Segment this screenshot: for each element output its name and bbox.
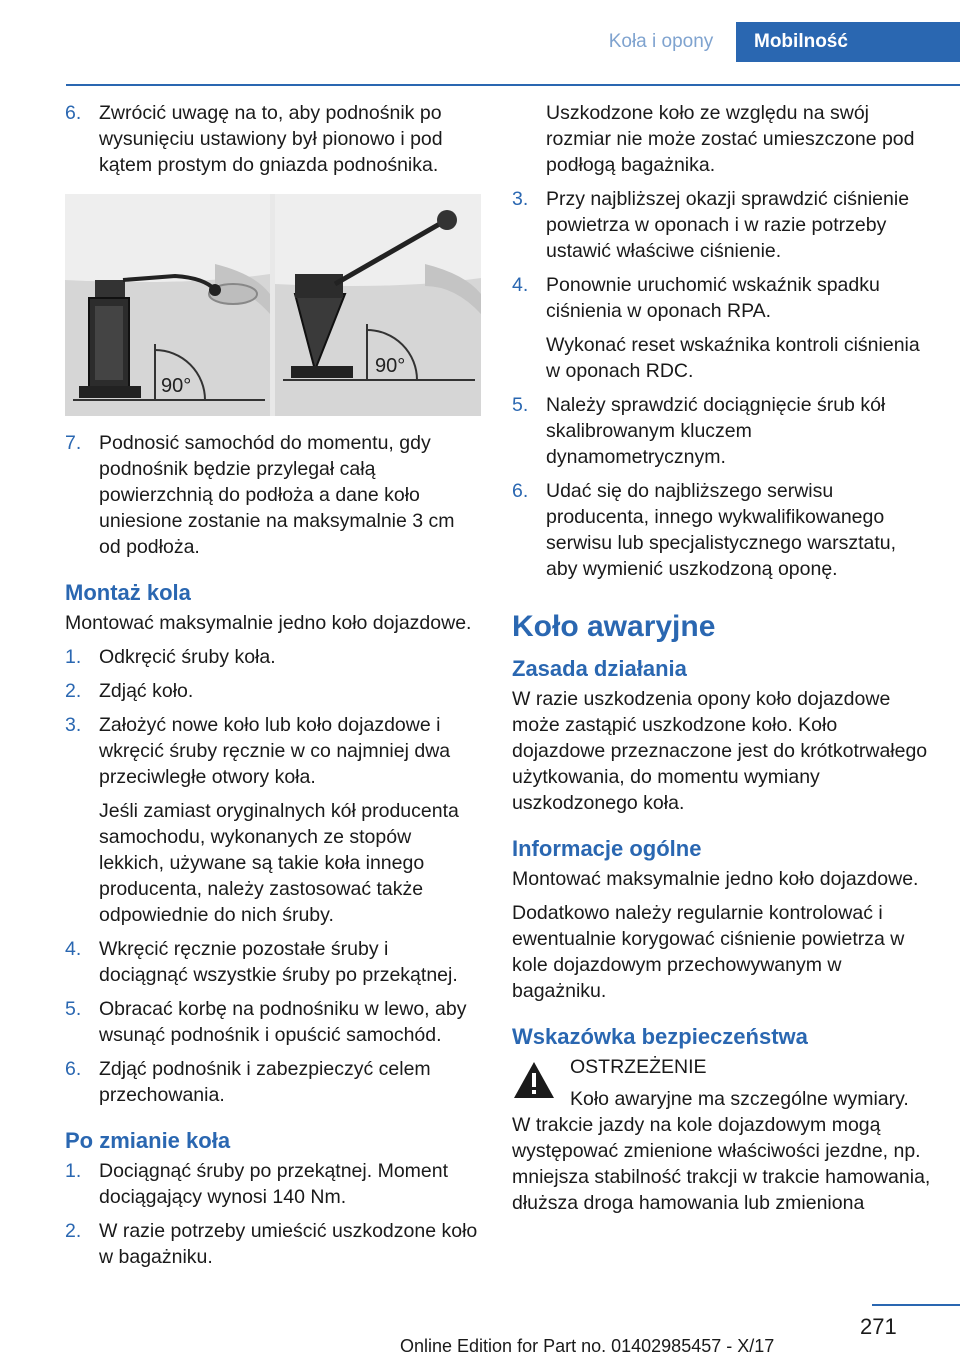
list-text: Odkręcić śruby koła. xyxy=(99,646,276,668)
edition-note: Online Edition for Part no. 01402985457 - X/17 xyxy=(400,1336,775,1356)
figure-panel-left xyxy=(65,194,270,416)
list-item xyxy=(65,712,481,790)
list-item xyxy=(65,678,481,704)
header-divider xyxy=(66,84,960,86)
list-number: 7. xyxy=(65,432,82,454)
page-number: 271 xyxy=(860,1314,897,1339)
chapter-heading-spare-wheel: Koło awaryjne xyxy=(512,610,716,643)
list-item xyxy=(65,1056,481,1108)
list-item xyxy=(65,430,481,560)
warning-triangle-icon xyxy=(512,1060,556,1100)
list-text: W razie potrzeby umieścić uszkodzone koło w bagażniku. xyxy=(99,1220,478,1268)
section-heading-after: Po zmianie koła xyxy=(65,1128,231,1153)
list-item xyxy=(65,644,481,670)
list-text: Udać się do najbliższego serwisu producenta, innego wykwalifikowanego serwisu lub specjalistycznego warsztatu, aby wymienić uszkodzoną oponę. xyxy=(546,480,897,580)
angle-label-left: 90° xyxy=(161,375,192,397)
list-item xyxy=(65,1218,481,1270)
list-text: Należy sprawdzić dociągnięcie śrub kół skalibrowanym kluczem dynamometrycznym. xyxy=(546,394,886,468)
paragraph: Montować maksymalnie jedno koło dojazdowe. xyxy=(512,868,919,890)
list-number: 2. xyxy=(65,1220,82,1242)
list-text: Obracać korbę na podnośniku w lewo, aby wsunąć podnośnik i opuścić samochód. xyxy=(99,998,467,1046)
list-number: 3. xyxy=(512,188,529,210)
list-continuation: Uszkodzone koło ze względu na swój rozmiar nie może zostać umieszczone pod podłogą bagażnika. xyxy=(546,102,915,176)
list-item xyxy=(512,392,932,470)
section-heading-general: Informacje ogólne xyxy=(512,836,702,861)
list-text: Zdjąć podnośnik i zabezpieczyć celem przechowania. xyxy=(99,1058,431,1106)
warning-first-line: Koło awaryjne ma szczególne wymiary. xyxy=(570,1088,909,1110)
page-header xyxy=(0,22,960,62)
list-text: Przy najbliższej okazji sprawdzić ciśnienie powietrza w oponach i w razie potrzeby ustawić właściwe ciśnienie. xyxy=(546,188,910,262)
list-item xyxy=(65,1158,481,1210)
header-section-tab[interactable]: Koła i opony xyxy=(588,22,734,62)
section-heading-principle: Zasada działania xyxy=(512,656,687,681)
list-number: 1. xyxy=(65,646,82,668)
list-item xyxy=(512,186,932,264)
list-text: Dociągnąć śruby po przekątnej. Moment dociągający wynosi 140 Nm. xyxy=(99,1160,449,1208)
list-number: 5. xyxy=(512,394,529,416)
list-text: Podnosić samochód do momentu, gdy podnośnik będzie przylegał całą powierzchnią do podłoża a dane koło uniesione zostanie na maksymalnie 3 cm od podłoża. xyxy=(99,432,455,558)
list-number: 6. xyxy=(512,480,529,502)
right-column xyxy=(512,100,932,1224)
jack-illustration-left xyxy=(65,194,270,416)
list-number: 1. xyxy=(65,1160,82,1182)
list-text: Zdjąć koło. xyxy=(99,680,194,702)
header-chapter-tab[interactable]: Mobilność xyxy=(736,22,960,62)
paragraph: Montować maksymalnie jedno koło dojazdowe. xyxy=(65,612,472,634)
list-item xyxy=(512,272,932,324)
angle-label-right: 90° xyxy=(375,355,406,377)
warning-text: W trakcie jazdy na kole dojazdowym mogą występować zmienione właściwości jezdne, np. mniejsza stabilność trakcji w trakcie hamowania, dłuższa droga hamowania lub zmieniona xyxy=(512,1114,931,1214)
list-item-note: Wykonać reset wskaźnika kontroli ciśnienia w oponach RDC. xyxy=(546,334,920,382)
list-item xyxy=(65,100,481,178)
list-text: Wkręcić ręcznie pozostałe śruby i dociągnąć wszystkie śruby po przekątnej. xyxy=(99,938,458,986)
paragraph: Dodatkowo należy regularnie kontrolować i ewentualnie korygować ciśnienie powietrza w kole dojazdowym przechowywanym w bagażniku. xyxy=(512,902,905,1002)
list-number: 4. xyxy=(512,274,529,296)
list-item xyxy=(512,478,932,582)
footer-divider xyxy=(872,1304,960,1306)
left-column xyxy=(65,100,481,1278)
section-heading-safety: Wskazówka bezpieczeństwa xyxy=(512,1024,808,1049)
list-number: 6. xyxy=(65,102,82,124)
list-item xyxy=(65,996,481,1048)
jack-illustration-right xyxy=(275,194,481,416)
list-number: 3. xyxy=(65,714,82,736)
list-number: 6. xyxy=(65,1058,82,1080)
jack-figure xyxy=(65,194,481,416)
section-heading-mount: Montaż kola xyxy=(65,580,191,605)
figure-panel-right xyxy=(275,194,481,416)
list-text: Założyć nowe koło lub koło dojazdowe i wkręcić śruby ręcznie w co najmniej dwa przeciwległe otwory koła. xyxy=(99,714,451,788)
list-text: Zwrócić uwagę na to, aby podnośnik po wysunięciu ustawiony był pionowo i pod kątem prostym do gniazda podnośnika. xyxy=(99,102,443,176)
warning-title: OSTRZEŻENIE xyxy=(570,1056,707,1078)
paragraph: W razie uszkodzenia opony koło dojazdowe może zastąpić uszkodzone koło. Koło dojazdowe przeznaczone jest do krótkotrwałego użytkowania, do momentu wymiany uszkodzonego koła. xyxy=(512,688,928,814)
warning-header xyxy=(570,1054,909,1112)
list-number: 2. xyxy=(65,680,82,702)
list-item xyxy=(65,936,481,988)
warning-block xyxy=(512,1054,932,1112)
list-number: 5. xyxy=(65,998,82,1020)
list-item-note: Jeśli zamiast oryginalnych kół producenta samochodu, wykonanych ze stopów lekkich, używane są takie koła innego producenta, należy zastosować także odpowiednie do nich śruby. xyxy=(99,800,459,926)
list-text: Ponownie uruchomić wskaźnik spadku ciśnienia w oponach RPA. xyxy=(546,274,880,322)
list-number: 4. xyxy=(65,938,82,960)
